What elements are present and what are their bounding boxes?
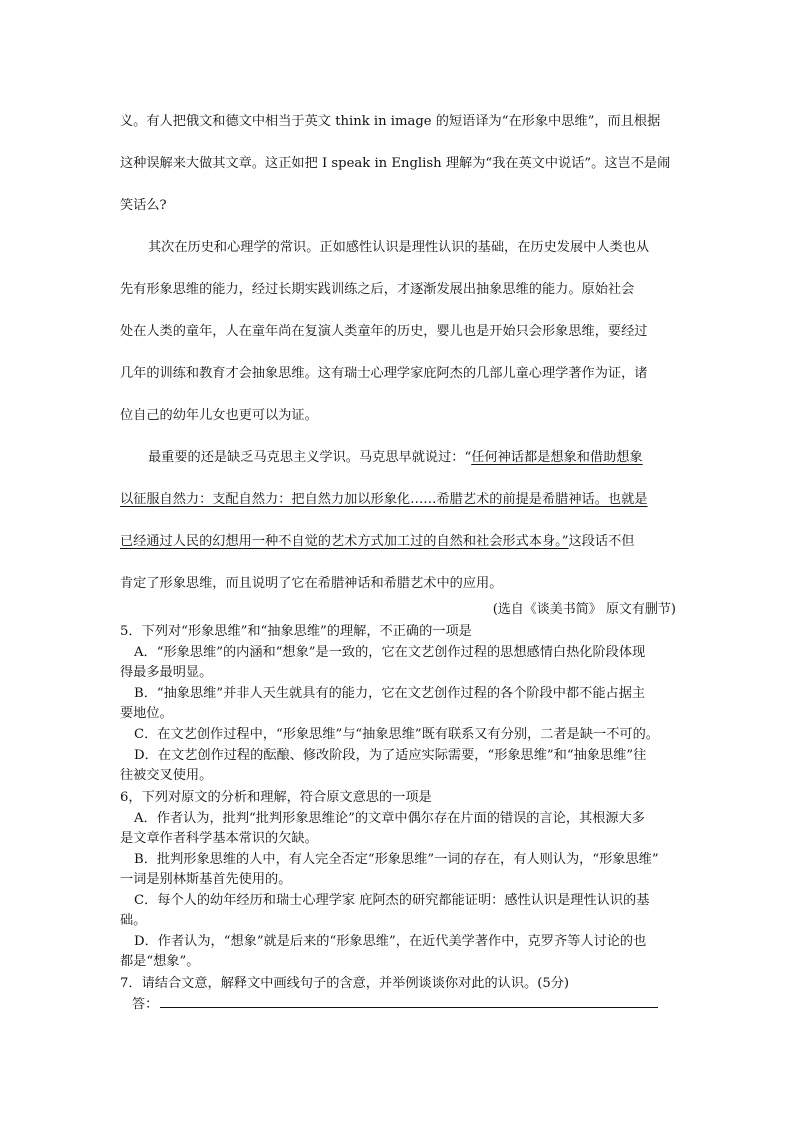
q5-option-d-cont: 往被交叉使用。 (120, 768, 213, 783)
q5-option-c: C．在文艺创作过程中，“形象思维”与“抽象思维”既有联系又有分别，二者是缺一不可的。 (134, 727, 659, 742)
q5-option-b-cont: 要地位。 (120, 706, 173, 721)
passage-line (120, 488, 648, 507)
question-6-stem: 6，下列对原文的分析和理解，符合原文意思的一项是 (120, 790, 432, 805)
passage-line: 其次在历史和心理学的常识。正如感性认识是理性认识的基础，在历史发展中人类也从 (148, 240, 650, 255)
passage-line: 这种误解来大做其文章。这正如把 I speak in English 理解为“我在英文中说话”。这岂不是闹 (120, 156, 671, 171)
q6-option-d: D．作者认为，“想象”就是后来的“形象思维”，在近代美学著作中，克罗齐等人讨论的也 (134, 934, 647, 949)
passage-line: 位自己的幼年儿女也更可以为证。 (120, 408, 318, 423)
q6-option-a: A．作者认为，批判“批判形象思维论”的文章中偶尔存在片面的错误的言论，其根源大多 (134, 811, 645, 826)
passage-line: 先有形象思维的能力，经过长期实践训练之后，才逐渐发展出抽象思维的能力。原始社会 (120, 282, 635, 297)
underlined-sentence: 已经通过人民的幻想用一种不自觉的艺术方式加工过的自然和社会形式本身。” (120, 534, 569, 549)
q6-option-c-cont: 础。 (120, 913, 147, 928)
q5-option-a-cont: 得最多最明显。 (120, 665, 213, 680)
answer-line[interactable] (160, 1006, 658, 1008)
q6-option-b: B．批判形象思维的人中，有人完全否定“形象思维”一词的存在，有人则认为，“形象思维” (134, 852, 659, 867)
q6-option-d-cont: 都是“想象”。 (120, 954, 200, 969)
passage-line: 肯定了形象思维，而且说明了它在希腊神话和希腊艺术中的应用。 (120, 576, 503, 591)
q5-option-b: B．“抽象思维”并非人天生就具有的能力，它在文艺创作过程的各个阶段中都不能占据主 (134, 686, 646, 701)
passage-line: 义。有人把俄文和德文中相当于英文 think in image 的短语译为“在形象中思维”，而且根据 (120, 114, 661, 129)
answer-label: 答： (132, 997, 159, 1012)
question-7-stem: 7．请结合文意，解释文中画线句子的含意，并举例谈谈你对此的认识。(5分) (120, 976, 570, 991)
passage-line: 几年的训练和教育才会抽象思维。这有瑞士心理学家庇阿杰的几部儿童心理学著作为证，诸 (120, 366, 648, 381)
q6-option-c: C．每个人的幼年经历和瑞士心理学家 庇阿杰的研究都能证明：感性认识是理性认识的基 (134, 893, 650, 908)
underlined-sentence: 任何神话都是想象和借助想象 (471, 450, 643, 465)
q5-option-a: A．“形象思维”的内涵和“想象”是一致的，它在文艺创作过程的思想感情白热化阶段体现 (134, 645, 646, 660)
passage-line (148, 446, 643, 465)
source-citation: (选自《谈美书简》 原文有删节) (492, 602, 676, 617)
q6-option-b-cont: 一词是别林斯基首先使用的。 (120, 872, 292, 887)
underlined-sentence: 以征服自然力：支配自然力：把自然力加以形象化……希腊艺术的前提是希腊神话。也就是 (120, 492, 648, 507)
passage-line: 笑话么? (120, 198, 167, 213)
q6-option-a-cont: 是文章作者科学基本常识的欠缺。 (120, 831, 318, 846)
passage-line: 处在人类的童年，人在童年尚在复演人类童年的历史，婴儿也是开始只会形象思维，要经过 (120, 324, 648, 339)
q5-option-d: D．在文艺创作过程的酝酿、修改阶段，为了适应实际需要，“形象思维”和“抽象思维”往 (134, 748, 647, 763)
passage-text: 最重要的还是缺乏马克思主义学识。马克思早就说过：“ (148, 450, 472, 465)
passage-line (120, 530, 634, 549)
passage-text: 这段话不但 (568, 534, 635, 549)
question-5-stem: 5．下列对“形象思维”和“抽象思维”的理解，不正确的一项是 (120, 624, 472, 639)
